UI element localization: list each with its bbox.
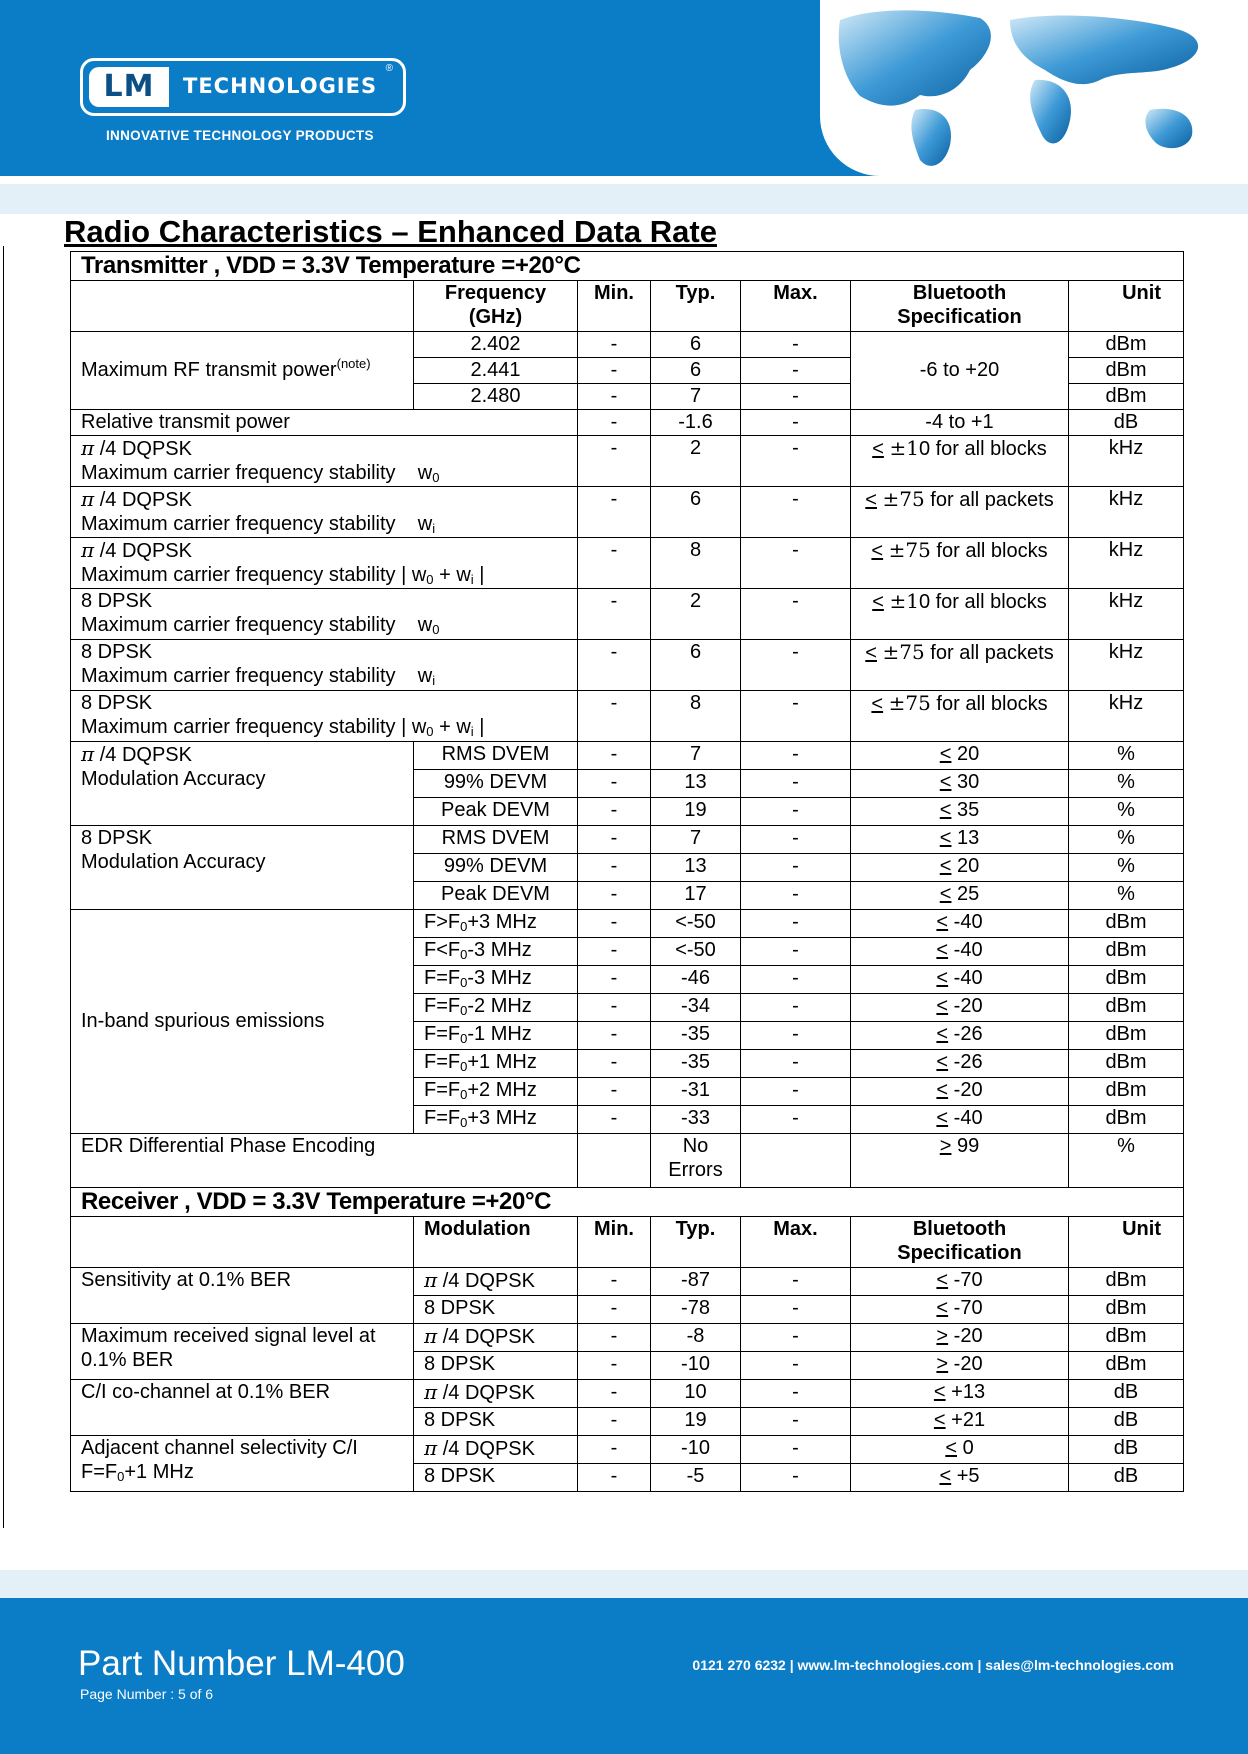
table-cell: -	[578, 589, 651, 640]
header-min: Min.	[578, 281, 651, 332]
table-cell: -	[578, 938, 651, 966]
table-cell: -	[578, 1078, 651, 1106]
table-cell: 6	[651, 332, 741, 358]
table-cell: dBm	[1069, 384, 1184, 410]
table-cell: -	[578, 770, 651, 798]
table-cell: dBm	[1069, 332, 1184, 358]
ci-cochannel-label: C/I co-channel at 0.1% BER	[71, 1380, 414, 1436]
table-cell: dBm	[1069, 1078, 1184, 1106]
table-cell: -31	[651, 1078, 741, 1106]
table-cell: < 25	[851, 882, 1069, 910]
table-cell: -	[578, 640, 651, 691]
table-row	[71, 640, 1184, 691]
table-cell: -	[578, 538, 651, 589]
table-cell: kHz	[1069, 640, 1184, 691]
table-cell: 2	[651, 589, 741, 640]
table-cell: %	[1069, 1134, 1184, 1188]
table-row	[71, 410, 1184, 436]
table-cell: dBm	[1069, 1324, 1184, 1352]
table-cell: < +21	[851, 1408, 1069, 1436]
tagline: INNOVATIVE TECHNOLOGY PRODUCTS	[106, 128, 374, 143]
table-cell: dBm	[1069, 1022, 1184, 1050]
table-cell: -	[741, 1078, 851, 1106]
table-cell: 7	[651, 384, 741, 410]
table-cell: 99% DEVM	[414, 770, 578, 798]
table-cell: 8 DPSK	[414, 1352, 578, 1380]
table-cell: < ±75 for all blocks	[851, 691, 1069, 742]
table-cell: -	[578, 358, 651, 384]
table-row	[71, 1268, 1184, 1296]
table-cell: 8	[651, 691, 741, 742]
stability-label: π /4 DQPSK Maximum carrier frequency stability $w_i$	[71, 487, 578, 538]
table-cell: dBm	[1069, 358, 1184, 384]
table-cell: < +13	[851, 1380, 1069, 1408]
table-cell: dB	[1069, 1436, 1184, 1464]
table-cell: -	[578, 882, 651, 910]
modulation-accuracy-label: π /4 DQPSK Modulation Accuracy	[71, 742, 414, 826]
table-cell: -	[578, 966, 651, 994]
table-cell: < 13	[851, 826, 1069, 854]
table-cell: -10	[651, 1436, 741, 1464]
table-cell: %	[1069, 826, 1184, 854]
table-row	[71, 691, 1184, 742]
table-cell: -	[741, 691, 851, 742]
table-cell: < -40	[851, 1106, 1069, 1134]
header-unit: Unit	[1069, 281, 1184, 332]
table-cell: 99% DEVM	[414, 854, 578, 882]
table-cell: -	[578, 1296, 651, 1324]
table-cell: kHz	[1069, 487, 1184, 538]
table-cell: -	[578, 410, 651, 436]
table-cell: < -20	[851, 1078, 1069, 1106]
table-cell: dBm	[1069, 994, 1184, 1022]
header-unit: Unit	[1069, 1217, 1184, 1268]
table-cell: -	[741, 854, 851, 882]
table-cell: -	[578, 1352, 651, 1380]
table-cell: -	[741, 994, 851, 1022]
table-cell: -	[741, 910, 851, 938]
table-cell: dB	[1069, 410, 1184, 436]
stability-label: 8 DPSK Maximum carrier frequency stability $w_i$	[71, 640, 578, 691]
table-cell: 13	[651, 854, 741, 882]
table-cell: 19	[651, 1408, 741, 1436]
table-cell: -	[741, 1380, 851, 1408]
table-cell: -87	[651, 1268, 741, 1296]
table-cell: $F=F_0-3$ MHz	[414, 966, 578, 994]
table-cell: 6	[651, 640, 741, 691]
table-cell: dB	[1069, 1408, 1184, 1436]
table-cell: -	[578, 1268, 651, 1296]
table-cell: < -40	[851, 966, 1069, 994]
table-cell: $F=F_0-2$ MHz	[414, 994, 578, 1022]
table-cell: -	[741, 882, 851, 910]
table-cell: -8	[651, 1324, 741, 1352]
table-cell: %	[1069, 742, 1184, 770]
table-cell: kHz	[1069, 436, 1184, 487]
company-logo	[80, 58, 406, 116]
table-cell: < 35	[851, 798, 1069, 826]
table-cell: 6	[651, 487, 741, 538]
table-cell: dBm	[1069, 1296, 1184, 1324]
table-cell: dBm	[1069, 1050, 1184, 1078]
table-cell: < 20	[851, 742, 1069, 770]
table-cell: -	[741, 1324, 851, 1352]
table-cell: -	[578, 1408, 651, 1436]
receiver-section-title: Receiver , VDD = 3.3V Temperature =+20°C	[71, 1188, 1184, 1217]
table-row	[71, 826, 1184, 854]
table-cell: -	[578, 1050, 651, 1078]
table-cell: dBm	[1069, 938, 1184, 966]
logo-technologies-text: TECHNOLOGIES	[183, 74, 378, 98]
margin-rule	[3, 246, 4, 1528]
table-cell: No Errors	[651, 1134, 741, 1188]
table-cell: < -26	[851, 1050, 1069, 1078]
table-cell	[741, 1134, 851, 1188]
table-row	[71, 910, 1184, 938]
table-cell: < 0	[851, 1436, 1069, 1464]
part-number: Part Number LM-400	[78, 1644, 405, 1683]
table-cell: -	[741, 1296, 851, 1324]
table-cell: Peak DEVM	[414, 798, 578, 826]
table-cell: -78	[651, 1296, 741, 1324]
table-cell: -6 to +20	[851, 332, 1069, 410]
max-received-label: Maximum received signal level at 0.1% BER	[71, 1324, 414, 1380]
table-cell: -	[578, 798, 651, 826]
table-cell: 2	[651, 436, 741, 487]
table-cell: -	[741, 358, 851, 384]
world-map-icon	[820, 0, 1248, 176]
header-min: Min.	[578, 1217, 651, 1268]
stability-label: 8 DPSK Maximum carrier frequency stability | $w_0 + w_i$ |	[71, 691, 578, 742]
header-bluetooth-spec: Bluetooth Specification	[851, 1217, 1069, 1268]
table-cell: -	[578, 1464, 651, 1492]
table-cell: π /4 DQPSK	[414, 1436, 578, 1464]
table-cell: < ±10 for all blocks	[851, 436, 1069, 487]
table-cell: < -26	[851, 1022, 1069, 1050]
table-cell: -	[741, 770, 851, 798]
transmitter-section-title: Transmitter , VDD = 3.3V Temperature =+20°C	[71, 252, 1184, 281]
table-cell: -	[741, 1106, 851, 1134]
table-cell: -	[741, 332, 851, 358]
table-cell: < 30	[851, 770, 1069, 798]
table-cell: -	[741, 1464, 851, 1492]
table-cell: -	[741, 538, 851, 589]
table-cell: < ±75 for all blocks	[851, 538, 1069, 589]
logo-lm-text: LM	[89, 67, 169, 107]
edr-label: EDR Differential Phase Encoding	[71, 1134, 578, 1188]
table-cell: kHz	[1069, 589, 1184, 640]
table-row	[71, 332, 1184, 358]
table-cell: kHz	[1069, 691, 1184, 742]
table-cell: 8	[651, 538, 741, 589]
table-cell: -	[578, 1106, 651, 1134]
table-cell: < ±75 for all packets	[851, 487, 1069, 538]
table-cell: -	[741, 1268, 851, 1296]
table-row	[71, 436, 1184, 487]
table-cell: 6	[651, 358, 741, 384]
table-row	[71, 1436, 1184, 1464]
table-cell: -	[741, 436, 851, 487]
table-cell: <-50	[651, 910, 741, 938]
table-cell	[578, 1134, 651, 1188]
table-cell: <-50	[651, 938, 741, 966]
table-cell: > 99	[851, 1134, 1069, 1188]
table-cell: -	[578, 910, 651, 938]
table-cell: $F=F_0+1$ MHz	[414, 1050, 578, 1078]
table-cell: 10	[651, 1380, 741, 1408]
table-row	[71, 538, 1184, 589]
table-cell: 8 DPSK	[414, 1296, 578, 1324]
table-cell: -	[741, 640, 851, 691]
table-cell: -4 to +1	[851, 410, 1069, 436]
header-typ: Typ.	[651, 281, 741, 332]
table-cell: -1.6	[651, 410, 741, 436]
table-row	[71, 1380, 1184, 1408]
table-cell: < -40	[851, 938, 1069, 966]
table-cell: -34	[651, 994, 741, 1022]
table-cell: 7	[651, 826, 741, 854]
table-row	[71, 487, 1184, 538]
table-cell: 2.441	[414, 358, 578, 384]
table-cell: -	[741, 487, 851, 538]
table-cell: 13	[651, 770, 741, 798]
table-cell: dBm	[1069, 1352, 1184, 1380]
table-cell: < 20	[851, 854, 1069, 882]
table-cell: π /4 DQPSK	[414, 1268, 578, 1296]
table-cell: -	[578, 1022, 651, 1050]
table-cell: -	[578, 691, 651, 742]
table-cell: -	[741, 966, 851, 994]
table-cell: -46	[651, 966, 741, 994]
table-cell: $F<F_0-3$ MHz	[414, 938, 578, 966]
table-cell: -33	[651, 1106, 741, 1134]
table-cell: -	[741, 589, 851, 640]
table-cell: dB	[1069, 1464, 1184, 1492]
table-cell: > -20	[851, 1352, 1069, 1380]
table-cell: Peak DEVM	[414, 882, 578, 910]
table-cell: -	[741, 1408, 851, 1436]
table-cell: -	[578, 436, 651, 487]
table-cell: < ±10 for all blocks	[851, 589, 1069, 640]
table-row	[71, 742, 1184, 770]
table-cell: -	[741, 826, 851, 854]
table-cell: -	[741, 1022, 851, 1050]
table-cell: -	[578, 1436, 651, 1464]
table-cell: RMS DVEM	[414, 826, 578, 854]
table-cell: -	[578, 994, 651, 1022]
table-cell: -	[578, 742, 651, 770]
stability-label: π /4 DQPSK Maximum carrier frequency stability | $w_0 + w_i$ |	[71, 538, 578, 589]
header-typ: Typ.	[651, 1217, 741, 1268]
table-cell: dB	[1069, 1380, 1184, 1408]
header-max: Max.	[741, 281, 851, 332]
table-cell: 7	[651, 742, 741, 770]
logo-registered-mark: ®	[385, 63, 393, 74]
table-cell: 17	[651, 882, 741, 910]
table-cell: -	[578, 1380, 651, 1408]
table-cell: $F=F_0+3$ MHz	[414, 1106, 578, 1134]
table-cell: π /4 DQPSK	[414, 1324, 578, 1352]
table-cell: -	[741, 798, 851, 826]
header-band	[0, 184, 1248, 214]
table-row	[71, 589, 1184, 640]
table-cell: $F=F_0+2$ MHz	[414, 1078, 578, 1106]
header-bluetooth-spec: Bluetooth Specification	[851, 281, 1069, 332]
table-cell: -35	[651, 1022, 741, 1050]
contact-info: 0121 270 6232 | www.lm-technologies.com | sales@lm-technologies.com	[692, 1657, 1174, 1673]
table-cell: -10	[651, 1352, 741, 1380]
table-cell: RMS DVEM	[414, 742, 578, 770]
header-blank	[71, 1217, 414, 1268]
table-cell: -	[578, 332, 651, 358]
table-cell: -	[578, 1324, 651, 1352]
adjacent-channel-label: Adjacent channel selectivity C/I $F=F_0+1$ MHz	[71, 1436, 414, 1492]
table-cell: -	[741, 742, 851, 770]
table-cell: < -70	[851, 1296, 1069, 1324]
table-cell: %	[1069, 798, 1184, 826]
table-cell: -	[741, 384, 851, 410]
radio-characteristics-table	[70, 251, 1184, 1492]
table-cell: -	[741, 1436, 851, 1464]
table-cell: dBm	[1069, 966, 1184, 994]
table-cell: %	[1069, 770, 1184, 798]
max-rf-label: Maximum RF transmit power$^{(note)}$	[71, 332, 414, 410]
table-cell: -	[741, 410, 851, 436]
table-cell: -	[741, 938, 851, 966]
table-cell: 19	[651, 798, 741, 826]
table-cell: π /4 DQPSK	[414, 1380, 578, 1408]
table-cell: dBm	[1069, 1268, 1184, 1296]
table-cell: < +5	[851, 1464, 1069, 1492]
table-cell: < -20	[851, 994, 1069, 1022]
table-cell: 8 DPSK	[414, 1464, 578, 1492]
table-cell: -	[578, 826, 651, 854]
table-cell: %	[1069, 882, 1184, 910]
table-cell: -	[578, 384, 651, 410]
page-title: Radio Characteristics – Enhanced Data Rate	[64, 214, 717, 249]
table-cell: -	[741, 1050, 851, 1078]
table-cell: < ±75 for all packets	[851, 640, 1069, 691]
table-cell: $F>F_0+3$ MHz	[414, 910, 578, 938]
table-cell: $F=F_0-1$ MHz	[414, 1022, 578, 1050]
table-cell: 2.402	[414, 332, 578, 358]
stability-label: 8 DPSK Maximum carrier frequency stability $w_0$	[71, 589, 578, 640]
table-cell: > -20	[851, 1324, 1069, 1352]
modulation-accuracy-label: 8 DPSK Modulation Accuracy	[71, 826, 414, 910]
stability-label: π /4 DQPSK Maximum carrier frequency stability $w_0$	[71, 436, 578, 487]
table-cell: %	[1069, 854, 1184, 882]
header-modulation: Modulation	[414, 1217, 578, 1268]
table-cell: -	[578, 487, 651, 538]
header-blank	[71, 281, 414, 332]
inband-spurious-label: In-band spurious emissions	[71, 910, 414, 1134]
table-cell: -35	[651, 1050, 741, 1078]
page-number: Page Number : 5 of 6	[80, 1686, 214, 1702]
table-row	[71, 1324, 1184, 1352]
table-cell: < -70	[851, 1268, 1069, 1296]
header-max: Max.	[741, 1217, 851, 1268]
table-cell: dBm	[1069, 910, 1184, 938]
relative-power-label: Relative transmit power	[71, 410, 578, 436]
table-cell: -	[741, 1352, 851, 1380]
table-cell: dBm	[1069, 1106, 1184, 1134]
header-frequency: Frequency (GHz)	[414, 281, 578, 332]
footer-band	[0, 1570, 1248, 1598]
table-cell: -5	[651, 1464, 741, 1492]
table-cell: < -40	[851, 910, 1069, 938]
table-row	[71, 1134, 1184, 1188]
table-cell: -	[578, 854, 651, 882]
table-cell: 8 DPSK	[414, 1408, 578, 1436]
table-cell: kHz	[1069, 538, 1184, 589]
table-cell: 2.480	[414, 384, 578, 410]
sensitivity-label: Sensitivity at 0.1% BER	[71, 1268, 414, 1324]
